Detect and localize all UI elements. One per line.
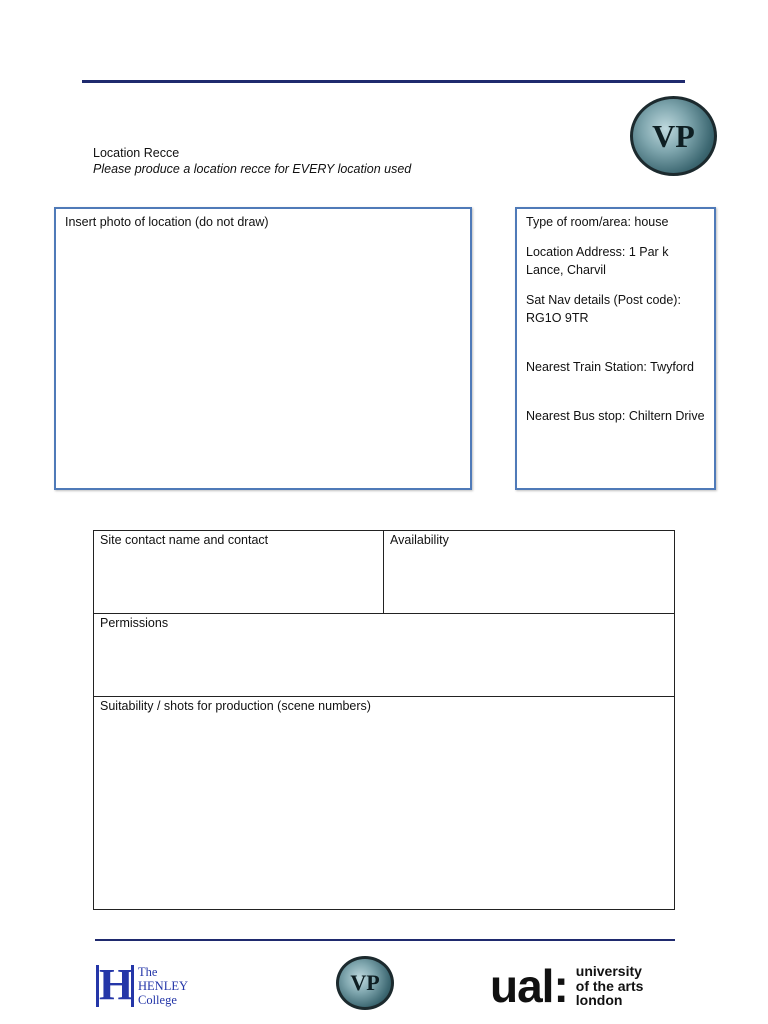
ual-logo xyxy=(490,962,643,1010)
satnav-details: Sat Nav details (Post code): RG1O 9TR xyxy=(526,293,681,325)
room-type: Type of room/area: house xyxy=(526,215,669,229)
ual-wordmark xyxy=(576,964,644,1008)
document-subtitle: Please produce a location recce for EVERY location used xyxy=(93,162,412,176)
ual-line-2: of the arts xyxy=(575,977,644,994)
henley-line-2: HENLEY xyxy=(138,979,188,993)
permissions-cell: Permissions xyxy=(94,614,675,697)
nearest-train-station: Nearest Train Station: Twyford xyxy=(526,360,694,374)
availability-cell: Availability xyxy=(384,531,675,614)
table-row xyxy=(94,697,675,910)
document-heading xyxy=(93,145,411,177)
location-info-box xyxy=(515,207,716,490)
nearest-bus-stop: Nearest Bus stop: Chiltern Drive xyxy=(526,409,705,423)
ual-line-3: london xyxy=(575,992,623,1009)
henley-line-1: The xyxy=(138,965,158,979)
vp-footer-logo-text: VP xyxy=(350,970,380,995)
ual-line-1: university xyxy=(575,963,642,980)
henley-wordmark xyxy=(138,965,188,1007)
vp-logo xyxy=(630,96,717,176)
table-row xyxy=(94,614,675,697)
ual-mark: ual: xyxy=(490,960,568,1012)
vp-footer-logo xyxy=(336,956,394,1010)
header-rule xyxy=(82,80,685,83)
photo-box xyxy=(54,207,472,490)
recce-table xyxy=(93,530,675,910)
henley-college-logo xyxy=(96,960,206,1009)
henley-line-3: College xyxy=(138,993,177,1007)
table-row xyxy=(94,531,675,614)
photo-box-label: Insert photo of location (do not draw) xyxy=(65,215,269,229)
location-address: Location Address: 1 Par k Lance, Charvil xyxy=(526,245,669,277)
suitability-cell: Suitability / shots for production (scene numbers) xyxy=(94,697,675,910)
henley-mark: H xyxy=(96,965,134,1007)
document-title: Location Recce xyxy=(93,146,180,160)
footer-rule xyxy=(95,939,675,941)
site-contact-cell: Site contact name and contact xyxy=(94,531,384,614)
vp-logo-text: VP xyxy=(652,117,695,154)
